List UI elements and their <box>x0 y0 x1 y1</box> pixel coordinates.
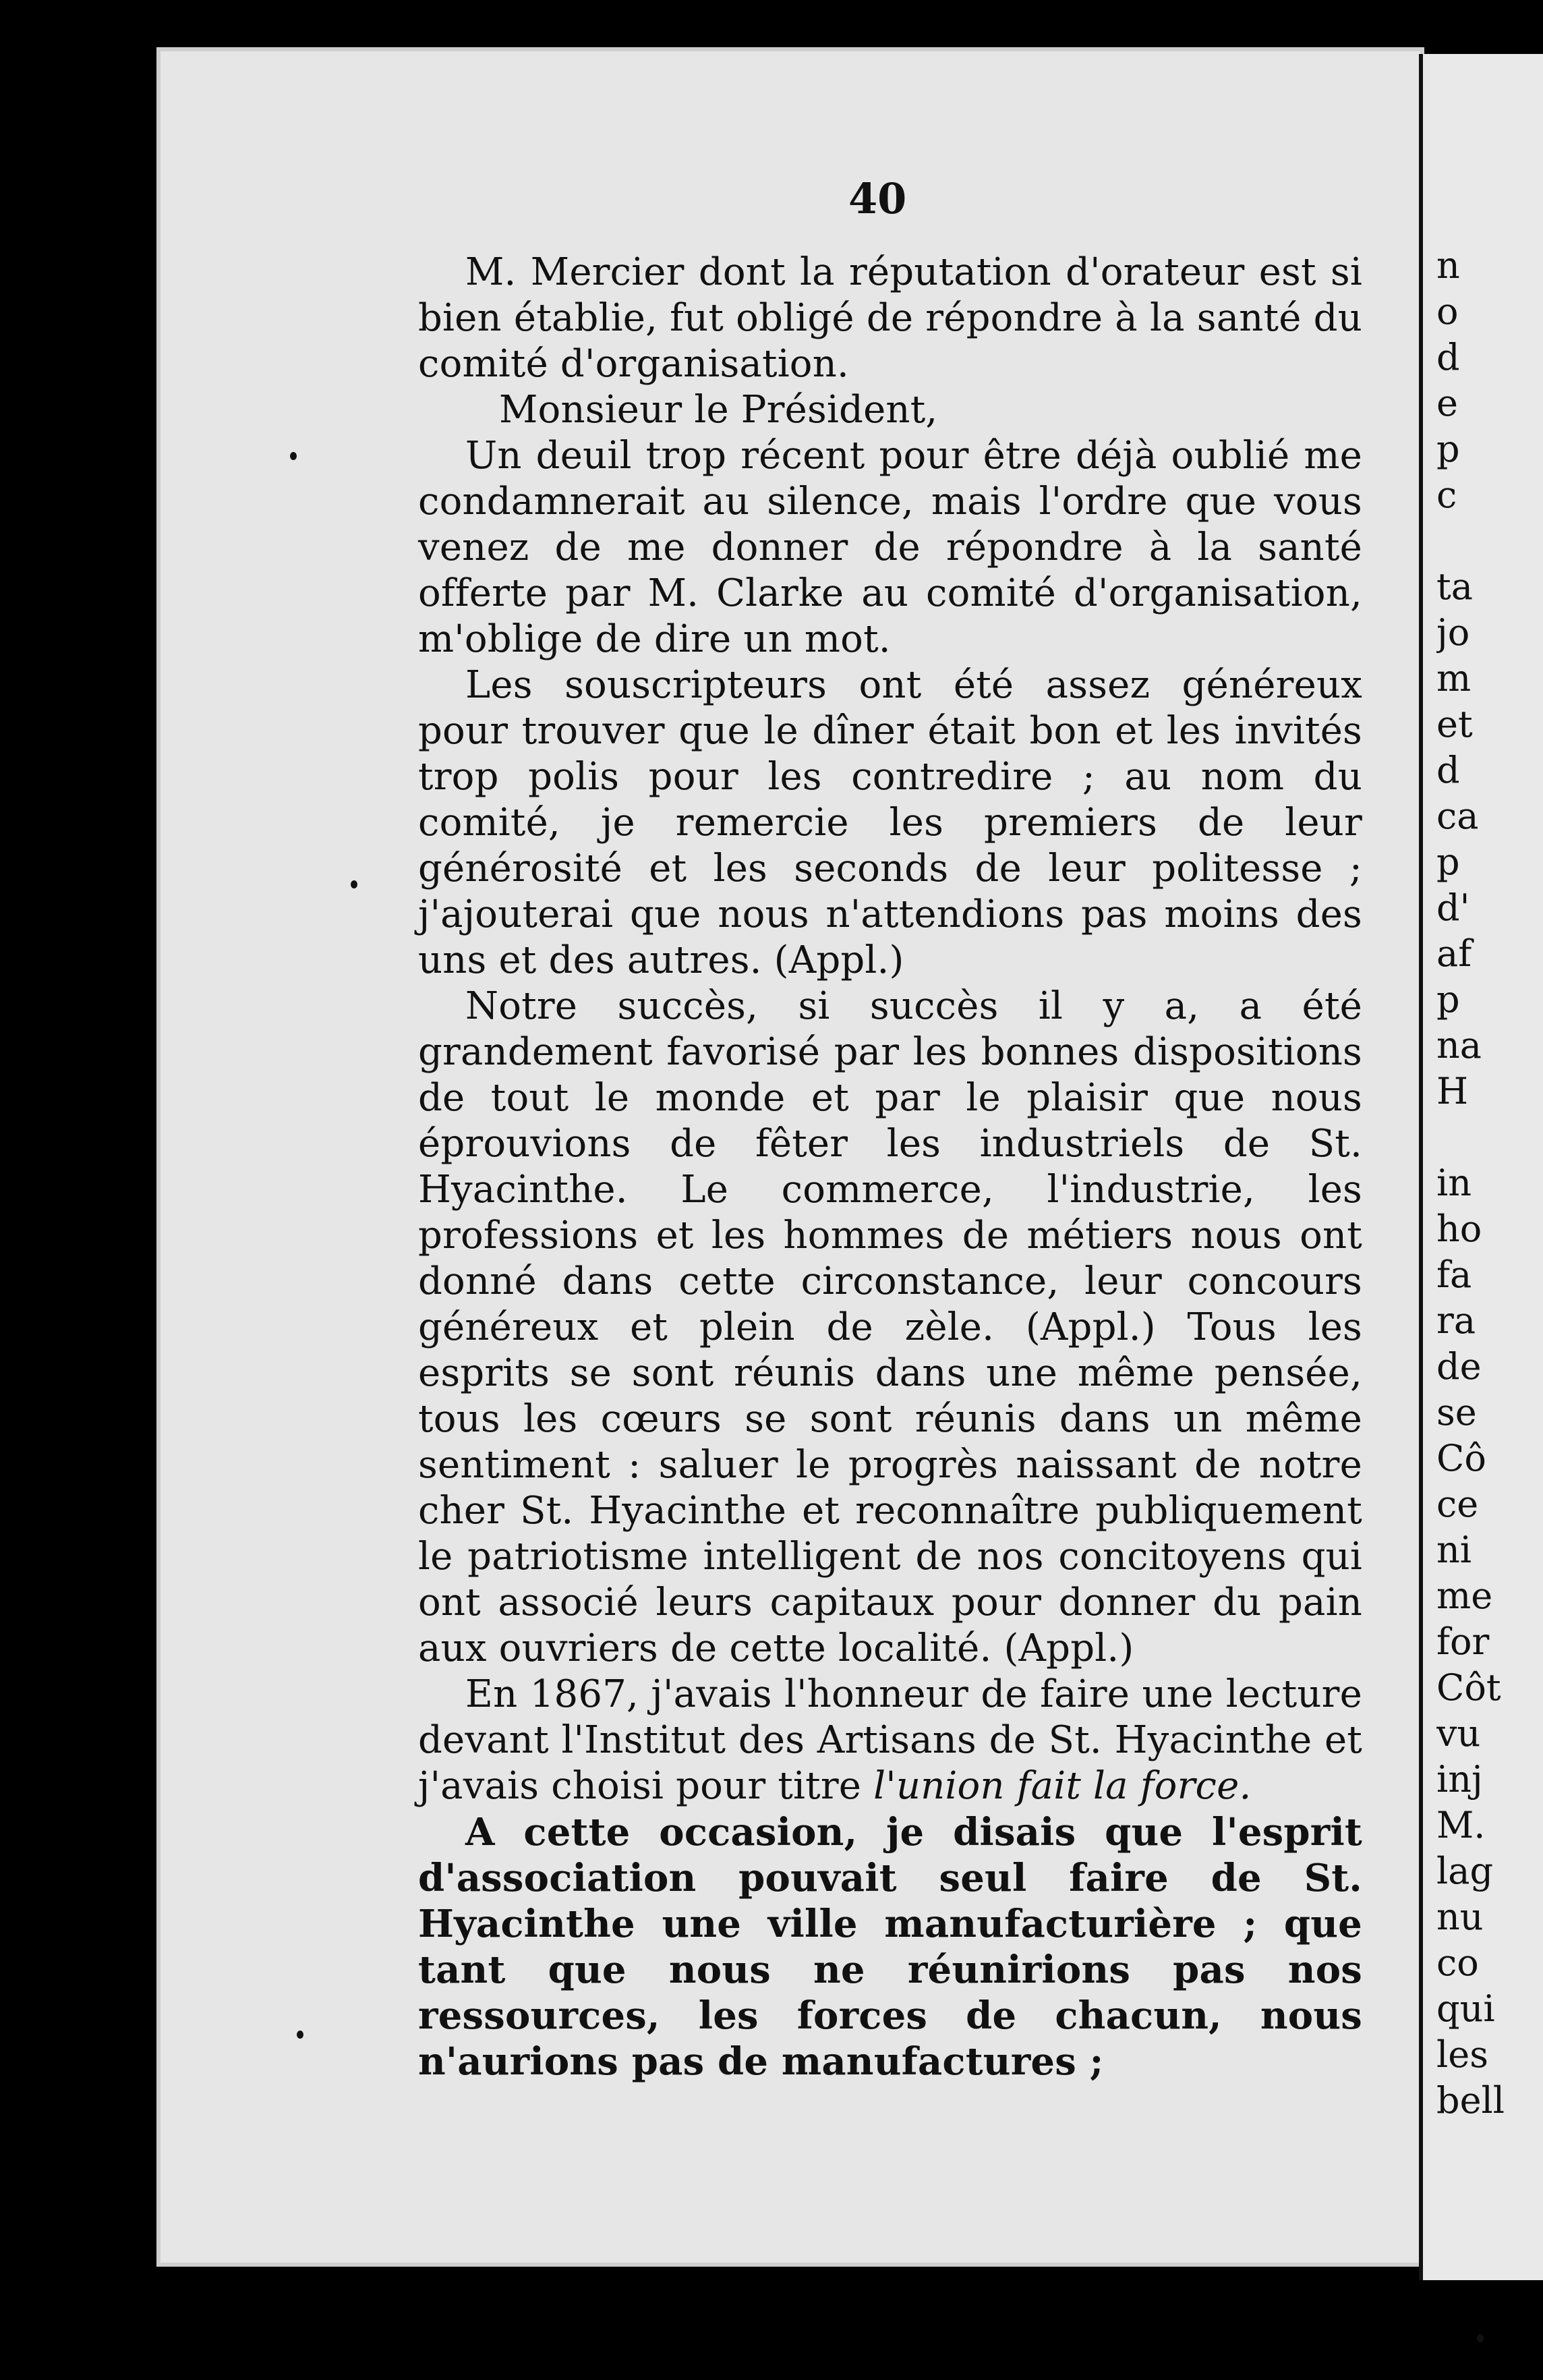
adjacent-fragment: ho <box>1436 1208 1482 1250</box>
scan-speck <box>1477 2334 1484 2342</box>
adjacent-fragment: ta <box>1436 565 1473 608</box>
adjacent-fragment: for <box>1436 1620 1490 1663</box>
scan-speck <box>351 880 357 888</box>
adjacent-fragment: in <box>1436 1162 1472 1204</box>
adjacent-fragment: de <box>1436 1345 1482 1388</box>
adjacent-fragment: c <box>1436 474 1457 516</box>
adjacent-fragment: fa <box>1436 1253 1472 1296</box>
adjacent-fragment: vu <box>1436 1712 1481 1755</box>
adjacent-page-text <box>1436 243 1543 2124</box>
adjacent-fragment: H <box>1436 1070 1469 1112</box>
paragraph-souscripteurs: Les souscripteurs ont été assez généreux pour trouver que le dîner était bon et les invités trop polis pour les contredire ; au nom du comité, je remercie les premiers de leur générosité et les seconds de leur politesse ; j'ajouterai que nous n'attendions pas moins des uns et des autres. (Appl.) <box>418 663 1362 982</box>
adjacent-fragment: lag <box>1436 1850 1494 1892</box>
adjacent-fragment: co <box>1436 1942 1479 1984</box>
adjacent-fragment: ce <box>1436 1483 1479 1525</box>
adjacent-fragment: jo <box>1436 611 1470 654</box>
paragraph-succes: Notre succès, si succès il y a, a été grandement favorisé par les bonnes dispositions de tout le monde et par le plaisir que nous éprouvions de fêter les industriels de St. Hyacinthe. Le commerce, l'industrie, les professions et les hommes de métiers nous ont donné dans cette circonstance, leur concours généreux et plein de zèle. (Appl.) Tous les esprits se sont réunis dans une même pensée, tous les cœurs se sont réunis dans un même sentiment : saluer le progrès naissant de notre cher St. Hyacinthe et reconnaître publiquement le patriotisme intelligent de nos concitoyens qui ont associé leurs capitaux pour donner du pain aux ouvriers de cette localité. (Appl.) <box>418 984 1362 1670</box>
page-number: 40 <box>848 174 907 223</box>
paragraph-1867 <box>418 1672 1362 1809</box>
paragraph-1867-text: En 1867, j'avais l'honneur de faire une lecture devant l'Institut des Artisans de St. Hyacinthe et j'avais choisi pour titre <box>418 1672 1362 1808</box>
motto-title: l'union fait la force. <box>873 1764 1252 1808</box>
adjacent-fragment: nu <box>1436 1896 1484 1938</box>
adjacent-fragment: na <box>1436 1024 1482 1067</box>
adjacent-fragment: Cô <box>1436 1437 1486 1479</box>
adjacent-fragment: M. <box>1436 1804 1486 1846</box>
adjacent-fragment: inj <box>1436 1758 1483 1801</box>
adjacent-fragment: d <box>1436 336 1460 378</box>
adjacent-fragment: af <box>1436 932 1472 975</box>
page-text <box>418 169 1362 2085</box>
scan-speck <box>290 452 297 460</box>
adjacent-fragment: o <box>1436 290 1459 333</box>
adjacent-fragment: bell <box>1436 2079 1505 2122</box>
adjacent-fragment <box>1436 1114 1543 1160</box>
scan-speck <box>297 2031 303 2039</box>
adjacent-fragment: m <box>1436 657 1472 700</box>
adjacent-fragment: me <box>1436 1575 1493 1617</box>
adjacent-fragment <box>1436 518 1543 564</box>
adjacent-fragment: ra <box>1436 1299 1476 1342</box>
adjacent-fragment: se <box>1436 1391 1477 1434</box>
adjacent-fragment: p <box>1436 978 1460 1021</box>
adjacent-fragment: d' <box>1436 886 1470 929</box>
adjacent-fragment: p <box>1436 841 1460 883</box>
paragraph-deuil: Un deuil trop récent pour être déjà oublié me condamnerait au silence, mais l'ordre que vous venez de me donner de répondre à la santé offerte par M. Clarke au comité d'organisation, m'oblige de dire un mot. <box>418 434 1362 661</box>
adjacent-fragment: Côt <box>1436 1666 1501 1709</box>
adjacent-fragment: d <box>1436 749 1460 791</box>
adjacent-fragment: ca <box>1436 795 1479 837</box>
paragraph-association: A cette occasion, je disais que l'esprit d'association pouvait seul faire de St. Hyacinthe une ville manufacturière ; que tant que nous ne réunirions pas nos ressources, les forces de chacun, nous n'aurions pas de manufactures ; <box>418 1810 1362 2084</box>
salutation: Monsieur le Président, <box>499 388 938 432</box>
adjacent-fragment: n <box>1436 244 1460 287</box>
adjacent-fragment: les <box>1436 2033 1488 2076</box>
adjacent-fragment: qui <box>1436 1987 1495 2030</box>
intro-paragraph: M. Mercier dont la réputation d'orateur est si bien établie, fut obligé de répondre à la santé du comité d'organisation. <box>418 250 1362 386</box>
adjacent-fragment: et <box>1436 703 1473 745</box>
adjacent-fragment: e <box>1436 382 1458 424</box>
adjacent-fragment: p <box>1436 428 1460 470</box>
adjacent-fragment: ni <box>1436 1529 1472 1571</box>
